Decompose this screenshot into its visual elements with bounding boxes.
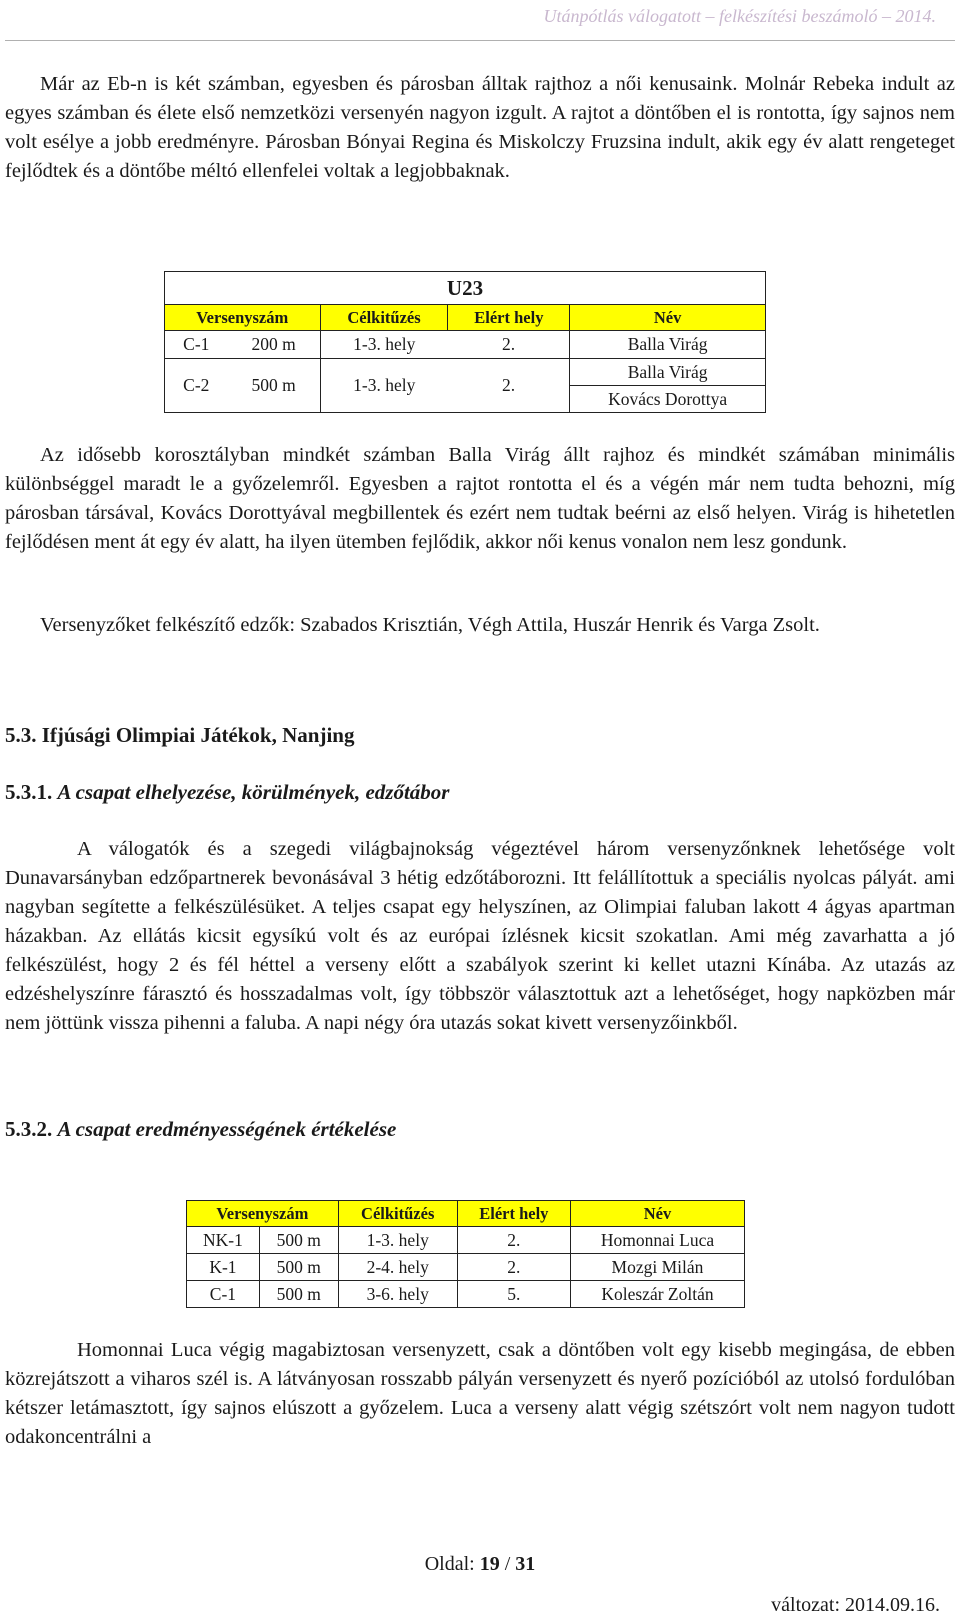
subsection-title: A csapat eredményességének értékelése (57, 1117, 397, 1141)
running-header: Utánpótlás válogatott – felkészítési beszámoló – 2014. (543, 6, 936, 26)
version-label: változat: 2014.09.16. (771, 1594, 940, 1616)
table-row (165, 331, 766, 359)
paragraph-training-camp: A válogatók és a szegedi világbajnokság végeztével három versenyzőnknek lehetősége volt Dunavarsányban edzőpartnerek bevonásával 3 hétig edzőtáborozni. Itt felállítottuk a speciális nyolcas pályát. ami nagyban segítette a felkészülésüket. A teljes csapat egy helyszínen, az Olimpiai faluban lakott 4 ágyas apartman házakban. Az ellátás kicsit egysíkú volt és az európai ízlésnek kicsit szokatlan. Ami még zavarhatta a jó felkészülést, hogy 2 és fél héttel a verseny előtt a szabályok szerint ki kellet utazni Kínába. Az utazás az edzéshelyszínre fárasztó és hosszadalmas volt, így többször választottuk azt a lehetőséget, hogy napközben már nem jöttünk vissza pihenni a faluba. A napi négy óra utazás sokat kivett versenyzőinkből. (5, 838, 955, 1034)
paragraph-coaches: Versenyzőket felkészítő edzők: Szabados Krisztián, Végh Attila, Huszár Henrik és Varga Zsolt. (40, 614, 820, 636)
page-current: 19 (479, 1553, 500, 1575)
cell-goal: 3-6. hely (338, 1281, 457, 1308)
section-heading: 5.3. Ifjúsági Olimpiai Játékok, Nanjing (5, 723, 355, 747)
cell-event: K-1 (187, 1254, 260, 1281)
cell-place: 5. (457, 1281, 570, 1308)
u23-results-table (164, 271, 766, 413)
cell-goal: 1-3. hely (320, 331, 448, 359)
cell-place: 2. (448, 331, 570, 359)
cell-place: 2. (457, 1227, 570, 1254)
cell-place: 2. (457, 1254, 570, 1281)
cell-distance: 500 m (259, 1227, 338, 1254)
cell-name: Mozgi Milán (570, 1254, 744, 1281)
page-number (0, 1553, 960, 1576)
column-header: Versenyszám (187, 1201, 339, 1227)
table-row (187, 1227, 745, 1254)
yog-results-table (186, 1200, 745, 1308)
column-header: Versenyszám (165, 305, 321, 331)
subsection-heading (5, 1117, 396, 1142)
cell-distance: 500 m (259, 1254, 338, 1281)
subsection-heading (5, 780, 449, 805)
column-header: Név (570, 305, 766, 331)
cell-name: Balla Virág (570, 359, 766, 386)
cell-distance: 200 m (228, 331, 320, 359)
table-row (187, 1281, 745, 1308)
paragraph-homonnai: Homonnai Luca végig magabiztosan versenyzett, csak a döntőben volt egy kisebb megingása, de ebben közrejátszott a viharos szél is. A látványosan rosszabb pályán versenyzett és nyerő pozícióból az utolsó fordulóban kétszer letámasztott, így sajnos elúszott a győzelem. Luca a verseny alatt végig szétszórt volt nem nagyon tudott odakoncentrálni a (5, 1339, 955, 1448)
cell-name: Kovács Dorottya (570, 386, 766, 413)
cell-name: Koleszár Zoltán (570, 1281, 744, 1308)
cell-event: C-1 (165, 331, 228, 359)
subsection-title: A csapat elhelyezése, körülmények, edzőtábor (57, 780, 450, 804)
cell-name: Balla Virág (570, 331, 766, 359)
header-rule (5, 40, 955, 41)
cell-goal: 1-3. hely (338, 1227, 457, 1254)
table-row (165, 359, 766, 386)
subsection-number: 5.3.1. (5, 780, 53, 804)
column-header: Elért hely (448, 305, 570, 331)
cell-goal: 2-4. hely (338, 1254, 457, 1281)
column-header: Célkitűzés (338, 1201, 457, 1227)
cell-distance: 500 m (259, 1281, 338, 1308)
column-header: Név (570, 1201, 744, 1227)
subsection-number: 5.3.2. (5, 1117, 53, 1141)
table-row (187, 1254, 745, 1281)
cell-event: C-1 (187, 1281, 260, 1308)
page-label: Oldal: (424, 1553, 475, 1575)
column-header: Célkitűzés (320, 305, 448, 331)
cell-name: Homonnai Luca (570, 1227, 744, 1254)
paragraph-eb-women: Már az Eb-n is két számban, egyesben és párosban álltak rajthoz a női kenusaink. Molnár Rebeka indult az egyes számban és élete első nemzetközi versenyén nagyon izgult. A rajtot a döntőben el is rontotta, így sajnos nem volt esélye a jobb eredményre. Párosban Bónyai Regina és Miskolczy Fruzsina indult, akik egy év alatt rengeteget fejlődtek és a döntőbe méltó ellenfelei voltak a legjobbaknak. (5, 73, 955, 182)
table-title: U23 (165, 272, 766, 305)
page-total: 31 (515, 1553, 536, 1575)
cell-event: NK-1 (187, 1227, 260, 1254)
paragraph-u23-summary: Az idősebb korosztályban mindkét számban Balla Virág állt rajhoz és mindkét számában minimális különbséggel maradt le a győzelemről. Egyesben a rajtot rontotta el és a végén már nem tudta behozni, míg párosban társával, Kovács Dorottyával megbillentek és ezért nem tudtak beérni az első helyen. Virág is hihetetlen fejlődésen ment át egy év alatt, ha ilyen ütemben fejlődik, akkor női kenus vonalon nem lesz gondunk. (5, 444, 955, 553)
cell-event: C-2 (165, 359, 228, 413)
cell-distance: 500 m (228, 359, 320, 413)
column-header: Elért hely (457, 1201, 570, 1227)
cell-place: 2. (448, 359, 570, 413)
page-separator: / (504, 1553, 511, 1575)
cell-goal: 1-3. hely (320, 359, 448, 413)
